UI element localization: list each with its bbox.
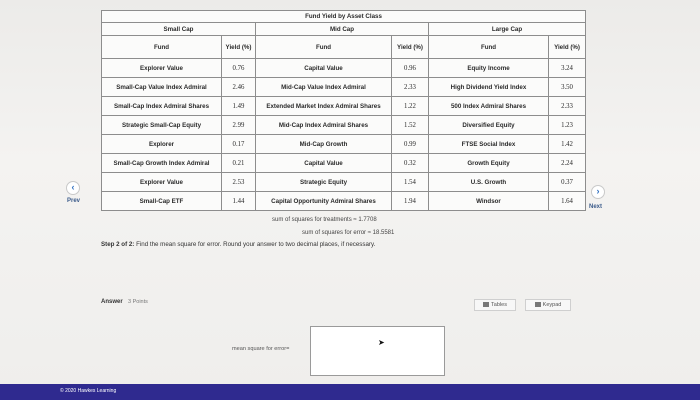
yield-cell: 0.96 <box>392 59 429 78</box>
fund-cell: Capital Value <box>256 154 392 173</box>
header-fund-mid: Fund <box>256 36 392 59</box>
fund-cell: Small-Cap Value Index Admiral <box>102 78 222 97</box>
yield-cell: 0.17 <box>222 135 256 154</box>
yield-cell: 0.99 <box>392 135 429 154</box>
table-row <box>102 173 586 192</box>
fund-cell: Growth Equity <box>429 154 549 173</box>
keypad-label: Keypad <box>542 302 562 308</box>
fund-cell: Capital Value <box>256 59 392 78</box>
fund-cell: U.S. Growth <box>429 173 549 192</box>
fund-cell: Mid-Cap Growth <box>256 135 392 154</box>
class-small-cap: Small Cap <box>102 23 256 36</box>
fund-cell: Diversified Equity <box>429 116 549 135</box>
table-title: Fund Yield by Asset Class <box>102 11 586 23</box>
yield-cell: 3.24 <box>549 59 586 78</box>
yield-cell: 2.33 <box>392 78 429 97</box>
table-icon <box>483 302 489 307</box>
table-row <box>102 59 586 78</box>
answer-label: Answer <box>101 299 123 305</box>
table-row <box>102 78 586 97</box>
yield-cell: 1.23 <box>549 116 586 135</box>
fund-cell: Explorer Value <box>102 59 222 78</box>
yield-cell: 0.32 <box>392 154 429 173</box>
fund-cell: High Dividend Yield Index <box>429 78 549 97</box>
fund-cell: Mid-Cap Index Admiral Shares <box>256 116 392 135</box>
fund-cell: Explorer <box>102 135 222 154</box>
yield-cell: 0.76 <box>222 59 256 78</box>
header-yield-large: Yield (%) <box>549 36 586 59</box>
mouse-cursor-icon: ➤ <box>378 338 385 347</box>
next-arrow-icon[interactable]: › <box>591 185 605 199</box>
table-row <box>102 97 586 116</box>
class-mid-cap: Mid Cap <box>256 23 429 36</box>
fund-cell: Capital Opportunity Admiral Shares <box>256 192 392 211</box>
yield-cell: 1.44 <box>222 192 256 211</box>
copyright-text: © 2020 Hawkes Learning <box>60 388 117 394</box>
yield-cell: 1.94 <box>392 192 429 211</box>
yield-cell: 1.22 <box>392 97 429 116</box>
keypad-icon <box>535 302 541 307</box>
fund-cell: Equity Income <box>429 59 549 78</box>
fund-cell: Small-Cap Growth Index Admiral <box>102 154 222 173</box>
fund-cell: Extended Market Index Admiral Shares <box>256 97 392 116</box>
yield-cell: 1.54 <box>392 173 429 192</box>
mean-square-input[interactable] <box>310 326 445 376</box>
yield-cell: 2.99 <box>222 116 256 135</box>
fund-cell: Strategic Equity <box>256 173 392 192</box>
yield-cell: 1.49 <box>222 97 256 116</box>
yield-cell: 1.42 <box>549 135 586 154</box>
header-fund-small: Fund <box>102 36 222 59</box>
fund-cell: FTSE Social Index <box>429 135 549 154</box>
header-yield-small: Yield (%) <box>222 36 256 59</box>
fund-cell: Small-Cap ETF <box>102 192 222 211</box>
step-instruction <box>101 241 375 248</box>
table-row <box>102 116 586 135</box>
header-yield-mid: Yield (%) <box>392 36 429 59</box>
keypad-button[interactable] <box>525 299 571 311</box>
mean-square-label: mean square for error= <box>232 346 290 352</box>
table-body <box>102 59 586 211</box>
prev-label[interactable]: Prev <box>67 198 81 204</box>
sst-line: sum of squares for treatments ≈ 1.7708 <box>272 217 377 223</box>
fund-cell: Strategic Small-Cap Equity <box>102 116 222 135</box>
fund-cell: 500 Index Admiral Shares <box>429 97 549 116</box>
fund-yield-table <box>101 10 586 211</box>
fund-cell: Mid-Cap Value Index Admiral <box>256 78 392 97</box>
yield-cell: 0.21 <box>222 154 256 173</box>
sse-line: sum of squares for error ≈ 18.5581 <box>302 230 395 236</box>
step-number: Step 2 of 2: <box>101 241 135 248</box>
next-label[interactable]: Next <box>589 204 603 210</box>
points-label: 3 Points <box>128 299 148 305</box>
header-fund-large: Fund <box>429 36 549 59</box>
yield-cell: 0.37 <box>549 173 586 192</box>
yield-cell: 3.50 <box>549 78 586 97</box>
table-row <box>102 192 586 211</box>
yield-cell: 2.24 <box>549 154 586 173</box>
fund-cell: Windsor <box>429 192 549 211</box>
tables-button[interactable] <box>474 299 516 311</box>
yield-cell: 1.64 <box>549 192 586 211</box>
yield-cell: 2.53 <box>222 173 256 192</box>
fund-cell: Explorer Value <box>102 173 222 192</box>
class-large-cap: Large Cap <box>429 23 586 36</box>
table-row <box>102 154 586 173</box>
prev-arrow-icon[interactable]: ‹ <box>66 181 80 195</box>
table-row <box>102 135 586 154</box>
yield-cell: 1.52 <box>392 116 429 135</box>
fund-cell: Small-Cap Index Admiral Shares <box>102 97 222 116</box>
tables-label: Tables <box>491 302 507 308</box>
yield-cell: 2.46 <box>222 78 256 97</box>
yield-cell: 2.33 <box>549 97 586 116</box>
step-text: Find the mean square for error. Round your answer to two decimal places, if necessary. <box>136 241 376 248</box>
